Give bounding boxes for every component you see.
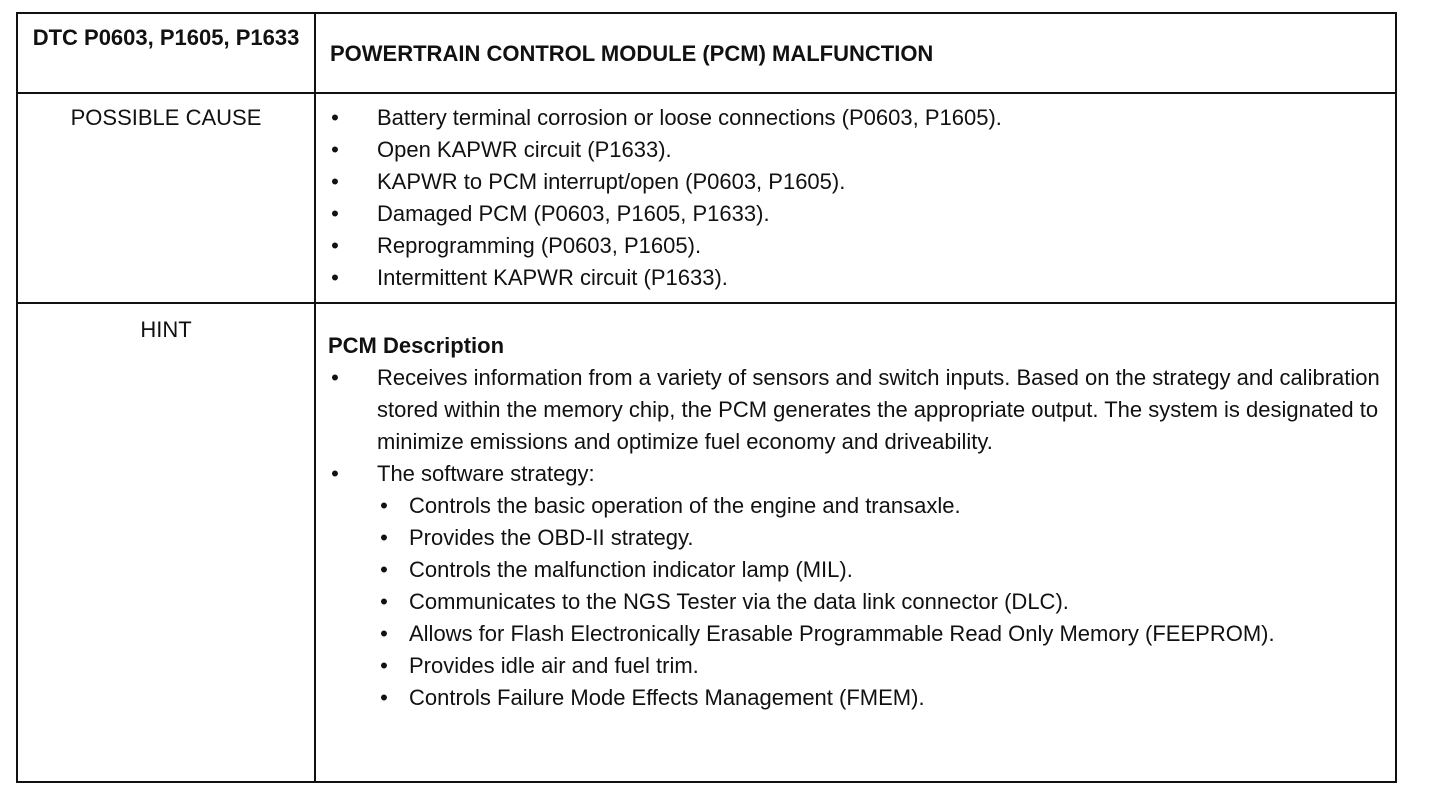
list-item — [328, 134, 1395, 166]
possible-cause-list — [328, 102, 1395, 294]
sub-list-item-text: Provides idle air and fuel trim. — [409, 653, 699, 678]
sub-list-item — [377, 490, 1395, 522]
sub-list-item — [377, 682, 1395, 714]
bullet-icon: • — [380, 621, 388, 646]
dtc-table — [16, 12, 1397, 783]
list-item — [328, 362, 1395, 458]
row-divider-2 — [18, 302, 1395, 304]
list-item — [328, 102, 1395, 134]
list-item-text: Receives information from a variety of sensors and switch inputs. Based on the strategy and calibration stored within the memory chip, the PCM generates the appropriate output. The system is designated to minimize emissions and optimize fuel economy and driveability. — [377, 365, 1380, 454]
bullet-icon: • — [331, 137, 339, 162]
list-item — [328, 166, 1395, 198]
list-item — [328, 458, 1395, 714]
bullet-icon: • — [331, 461, 339, 486]
list-item-text: Reprogramming (P0603, P1605). — [377, 233, 702, 258]
bullet-icon: • — [380, 653, 388, 678]
sub-list-item-text: Allows for Flash Electronically Erasable Programmable Read Only Memory (FEEPROM). — [409, 621, 1275, 646]
sub-list-item-text: Controls the malfunction indicator lamp (MIL). — [409, 557, 853, 582]
bullet-icon: • — [331, 233, 339, 258]
bullet-icon: • — [331, 105, 339, 130]
pcm-description-heading: PCM Description — [328, 333, 505, 358]
software-strategy-list — [377, 490, 1395, 714]
list-item — [328, 198, 1395, 230]
list-item — [328, 230, 1395, 262]
bullet-icon: • — [380, 685, 388, 710]
sub-list-item-text: Controls the basic operation of the engine and transaxle. — [409, 493, 961, 518]
list-item — [328, 262, 1395, 294]
list-item-text: The software strategy: — [377, 461, 595, 486]
bullet-icon: • — [331, 169, 339, 194]
hint-content-cell — [316, 330, 1395, 714]
bullet-icon: • — [380, 557, 388, 582]
hint-list — [328, 362, 1395, 714]
sub-list-item-text: Provides the OBD-II strategy. — [409, 525, 694, 550]
bullet-icon: • — [331, 365, 339, 390]
list-item-text: KAPWR to PCM interrupt/open (P0603, P1605). — [377, 169, 846, 194]
sub-list-item — [377, 618, 1395, 650]
list-item-text: Battery terminal corrosion or loose connections (P0603, P1605). — [377, 105, 1002, 130]
list-item-text: Open KAPWR circuit (P1633). — [377, 137, 672, 162]
possible-cause-label: POSSIBLE CAUSE — [70, 105, 262, 130]
hint-label: HINT — [140, 317, 192, 342]
sub-list-item-text: Communicates to the NGS Tester via the data link connector (DLC). — [409, 589, 1069, 614]
sub-list-item-text: Controls Failure Mode Effects Management (FMEM). — [409, 685, 925, 710]
list-item-text: Damaged PCM (P0603, P1605, P1633). — [377, 201, 770, 226]
sub-list-item — [377, 650, 1395, 682]
dtc-codes-cell: DTC P0603, P1605, P1633 — [32, 25, 300, 50]
sub-list-item — [377, 554, 1395, 586]
table-title — [316, 14, 1395, 94]
bullet-icon: • — [380, 589, 388, 614]
bullet-icon: • — [331, 201, 339, 226]
sub-list-item — [377, 522, 1395, 554]
title-text: POWERTRAIN CONTROL MODULE (PCM) MALFUNCTION — [330, 41, 934, 66]
list-item-text: Intermittent KAPWR circuit (P1633). — [377, 265, 728, 290]
bullet-icon: • — [380, 493, 388, 518]
sub-list-item — [377, 586, 1395, 618]
bullet-icon: • — [331, 265, 339, 290]
possible-cause-list-cell — [316, 102, 1395, 294]
bullet-icon: • — [380, 525, 388, 550]
